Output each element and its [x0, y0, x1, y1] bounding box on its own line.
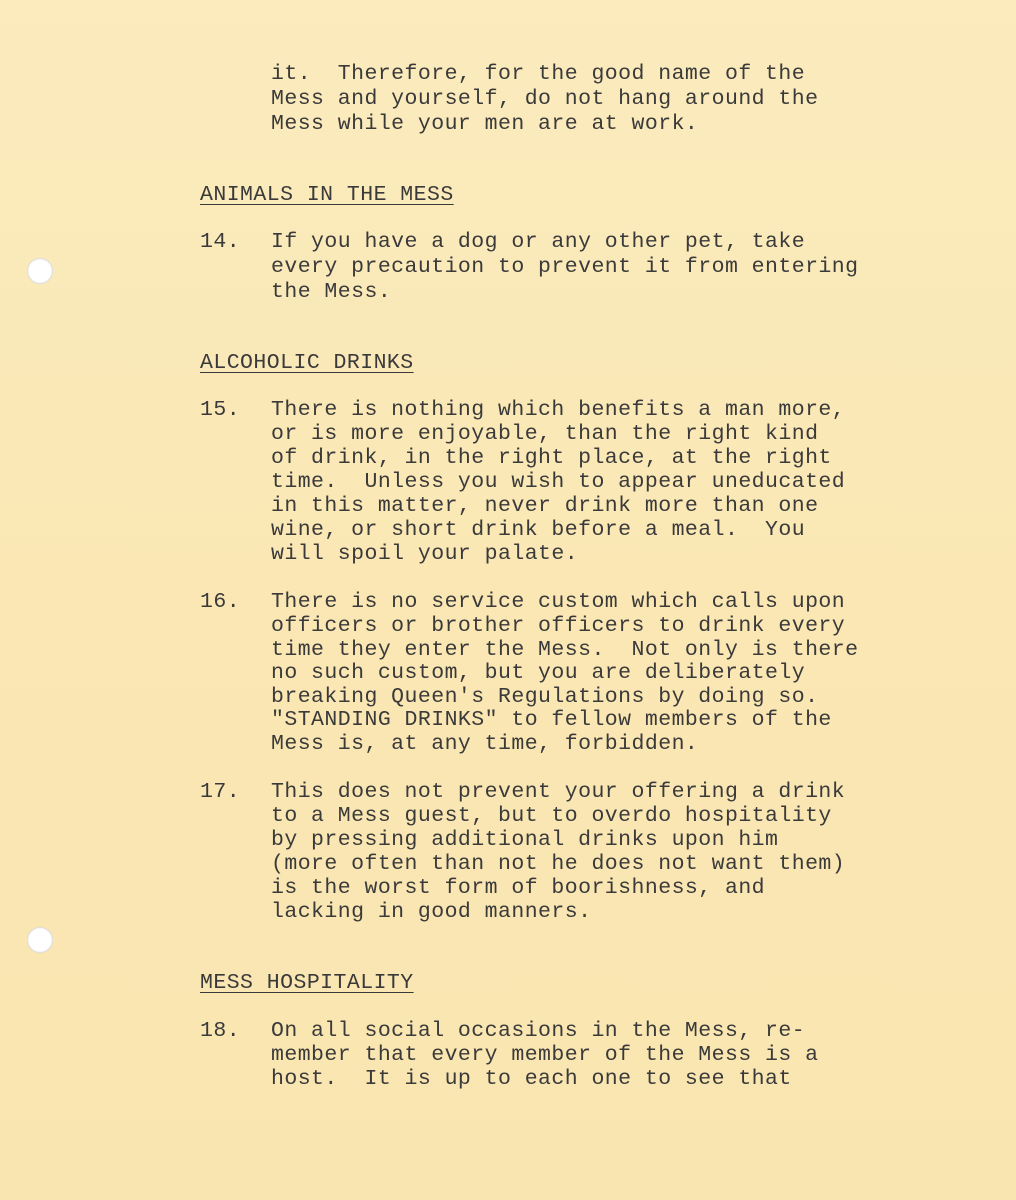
paragraph-number: 17. — [200, 780, 241, 804]
section-heading-alcoholic-drinks: ALCOHOLIC DRINKS — [200, 351, 414, 375]
intro-line: Mess and yourself, do not hang around the — [271, 87, 819, 111]
punch-hole-bottom — [27, 927, 53, 953]
paragraph-number: 14. — [200, 230, 241, 254]
paragraph-line: to a Mess guest, but to overdo hospitality — [271, 804, 832, 828]
paragraph-line: (more often than not he does not want them) — [271, 852, 846, 876]
intro-line: it. Therefore, for the good name of the — [271, 62, 806, 86]
paragraph-number: 16. — [200, 590, 241, 614]
paragraph-line: This does not prevent your offering a drink — [271, 780, 846, 804]
paragraph-line: time they enter the Mess. Not only is there — [271, 638, 859, 662]
punch-hole-top — [27, 258, 53, 284]
paragraph-line: by pressing additional drinks upon him — [271, 828, 779, 852]
paragraph-line: Mess is, at any time, forbidden. — [271, 732, 699, 756]
paragraph-line: There is no service custom which calls upon — [271, 590, 846, 614]
paragraph-number: 18. — [200, 1019, 241, 1043]
paragraph-number: 15. — [200, 398, 241, 422]
paragraph-line: On all social occasions in the Mess, re- — [271, 1019, 806, 1043]
paragraph-line: or is more enjoyable, than the right kind — [271, 422, 819, 446]
paragraph-line: will spoil your palate. — [271, 542, 579, 566]
section-heading-mess-hospitality: MESS HOSPITALITY — [200, 971, 414, 995]
paragraph-line: breaking Queen's Regulations by doing so. — [271, 685, 819, 709]
paragraph-line: is the worst form of boorishness, and — [271, 876, 766, 900]
paragraph-line: time. Unless you wish to appear uneducated — [271, 470, 846, 494]
paragraph-line: host. It is up to each one to see that — [271, 1067, 792, 1091]
paragraph-line: of drink, in the right place, at the right — [271, 446, 832, 470]
paragraph-line: every precaution to prevent it from entering — [271, 255, 859, 279]
paragraph-line: the Mess. — [271, 280, 392, 304]
paragraph-line: member that every member of the Mess is a — [271, 1043, 819, 1067]
paragraph-line: There is nothing which benefits a man more, — [271, 398, 846, 422]
paragraph-line: If you have a dog or any other pet, take — [271, 230, 806, 254]
paragraph-line: wine, or short drink before a meal. You — [271, 518, 806, 542]
intro-line: Mess while your men are at work. — [271, 112, 699, 136]
paragraph-line: no such custom, but you are deliberately — [271, 661, 806, 685]
paragraph-line: officers or brother officers to drink every — [271, 614, 846, 638]
paragraph-line: lacking in good manners. — [271, 900, 592, 924]
paragraph-line: "STANDING DRINKS" to fellow members of the — [271, 708, 832, 732]
section-heading-animals: ANIMALS IN THE MESS — [200, 183, 454, 207]
paragraph-line: in this matter, never drink more than one — [271, 494, 819, 518]
